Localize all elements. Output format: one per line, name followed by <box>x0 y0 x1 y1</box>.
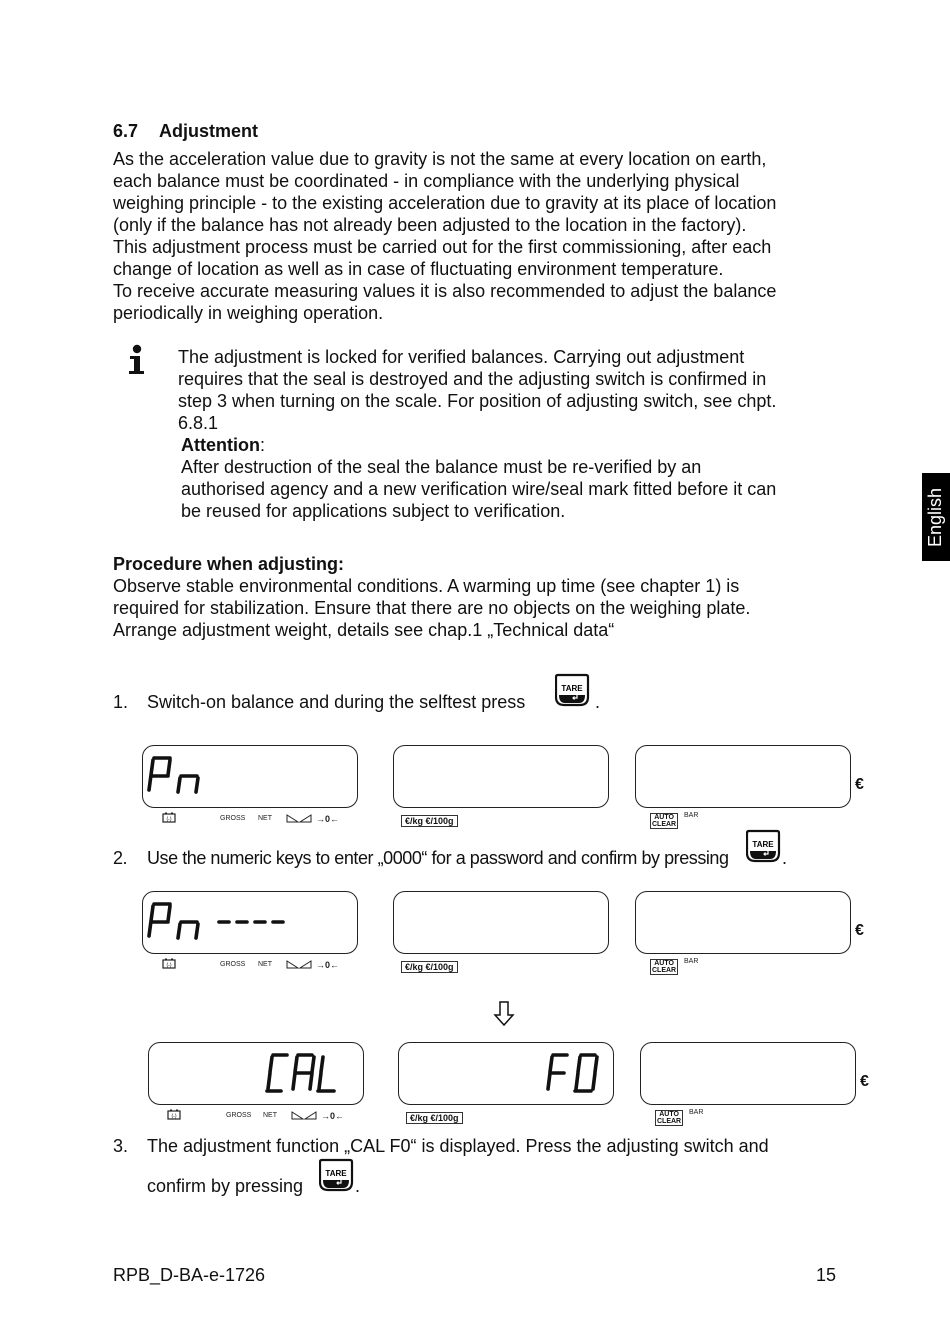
procedure-paragraph <box>113 575 833 641</box>
stability-icon <box>291 1111 317 1122</box>
clear-label: CLEAR <box>657 1118 682 1125</box>
clear-label: CLEAR <box>652 967 677 974</box>
tare-key-icon <box>555 673 591 714</box>
unit-price-label: €/kg €/100g <box>401 961 458 973</box>
step-text-continued: confirm by pressing <box>147 1176 304 1196</box>
footer-page-number: 15 <box>816 1265 837 1285</box>
battery-icon <box>162 812 176 825</box>
segment-digits-f0 <box>399 1043 613 1104</box>
bar-indicator: BAR <box>684 812 699 819</box>
svg-text:(-): (-) <box>171 1113 177 1120</box>
procedure-heading: Procedure when adjusting: <box>113 554 345 574</box>
text-line: each balance must be coordinated - in compliance with the underlying physical <box>113 171 740 191</box>
text-line: Observe stable environmental conditions. A warming up time (see chapter 1) is <box>113 576 740 596</box>
text-line: 6.8.1 <box>178 413 219 433</box>
net-indicator: NET <box>258 815 272 822</box>
text-line: be reused for applications subject to verification. <box>181 501 566 521</box>
net-indicator: NET <box>263 1112 277 1119</box>
text-line: To receive accurate measuring values it is also recommended to adjust the balance <box>113 281 777 301</box>
attention-label: Attention <box>181 435 260 455</box>
step-suffix: . <box>782 848 788 868</box>
language-tab-label: English <box>925 487 946 547</box>
segment-digits-pn-dashes <box>143 892 357 953</box>
tare-key-icon <box>319 1158 355 1199</box>
gross-indicator: GROSS <box>220 815 246 822</box>
svg-text:TARE: TARE <box>325 1169 347 1178</box>
text-line: After destruction of the seal the balance must be re-verified by an <box>181 457 702 477</box>
step-number: 2. <box>113 848 128 868</box>
step-number: 1. <box>113 692 129 712</box>
segment-digits-cal <box>149 1043 363 1104</box>
attention-colon: : <box>259 435 265 455</box>
step-1 <box>113 691 525 713</box>
step-text: Switch-on balance and during the selftest press <box>147 692 526 712</box>
section-number: 6.7 <box>113 121 139 141</box>
total-display <box>635 891 851 954</box>
gross-indicator: GROSS <box>220 961 246 968</box>
zero-indicator: →0← <box>316 960 340 970</box>
weight-display <box>142 745 358 808</box>
svg-text:TARE: TARE <box>561 684 583 693</box>
unit-price-label: €/kg €/100g <box>406 1112 463 1124</box>
auto-clear-indicator <box>655 1110 683 1126</box>
attention-paragraph <box>181 456 831 522</box>
svg-text:(-): (-) <box>166 962 172 969</box>
weight-display <box>148 1042 364 1105</box>
zero-indicator: →0← <box>316 814 340 824</box>
language-tab <box>922 473 950 561</box>
step-suffix: . <box>355 1176 361 1196</box>
weight-display <box>142 891 358 954</box>
price-display <box>393 891 609 954</box>
attention-heading <box>181 434 265 456</box>
text-line: weighing principle - to the existing acceleration due to gravity at its place of location <box>113 193 777 213</box>
clear-label: CLEAR <box>652 821 677 828</box>
step-text: The adjustment function „CAL F0“ is displayed. Press the adjusting switch and <box>147 1136 769 1156</box>
step-number: 3. <box>113 1136 129 1156</box>
step-2 <box>113 847 729 869</box>
stability-icon <box>286 814 312 825</box>
step-3 <box>113 1135 769 1157</box>
auto-label: AUTO <box>659 1111 679 1118</box>
bar-indicator: BAR <box>684 958 699 965</box>
section-title: Adjustment <box>159 121 258 141</box>
stability-icon <box>286 960 312 971</box>
text-line: As the acceleration value due to gravity is not the same at every location on earth, <box>113 149 767 169</box>
text-line: (only if the balance has not already been adjusted to the location in the factory). <box>113 215 747 235</box>
total-display <box>635 745 851 808</box>
tare-key-icon <box>746 829 782 870</box>
battery-icon <box>162 958 176 971</box>
auto-clear-indicator <box>650 959 678 975</box>
total-display <box>640 1042 856 1105</box>
text-line: The adjustment is locked for verified balances. Carrying out adjustment <box>178 347 745 367</box>
svg-text:(-): (-) <box>166 816 172 823</box>
footer-doc-id: RPB_D-BA-e-1726 <box>113 1265 266 1285</box>
auto-label: AUTO <box>654 960 674 967</box>
net-indicator: NET <box>258 961 272 968</box>
step-suffix: . <box>595 692 601 712</box>
text-line: periodically in weighing operation. <box>113 303 384 323</box>
segment-digits-pn <box>143 746 357 807</box>
down-arrow-icon <box>493 1001 515 1032</box>
svg-text:TARE: TARE <box>752 840 774 849</box>
intro-paragraph <box>113 148 833 324</box>
auto-clear-indicator <box>650 813 678 829</box>
unit-price-label: €/kg €/100g <box>401 815 458 827</box>
zero-indicator: →0← <box>321 1111 345 1121</box>
text-line: change of location as well as in case of fluctuating environment temperature. <box>113 259 724 279</box>
note-paragraph <box>178 346 828 434</box>
text-line: Arrange adjustment weight, details see chap.1 „Technical data“ <box>113 620 615 640</box>
currency-symbol: € <box>855 776 864 793</box>
currency-symbol: € <box>860 1073 869 1090</box>
text-line: step 3 when turning on the scale. For position of adjusting switch, see chpt. <box>178 391 777 411</box>
text-line: authorised agency and a new verification wire/seal mark fitted before it can <box>181 479 777 499</box>
gross-indicator: GROSS <box>226 1112 252 1119</box>
text-line: This adjustment process must be carried out for the first commissioning, after each <box>113 237 772 257</box>
text-line: required for stabilization. Ensure that there are no objects on the weighing plate. <box>113 598 751 618</box>
auto-label: AUTO <box>654 814 674 821</box>
step-text: Use the numeric keys to enter „0000“ for a password and confirm by pressing <box>147 848 729 868</box>
price-display <box>398 1042 614 1105</box>
price-display <box>393 745 609 808</box>
battery-icon <box>167 1109 181 1122</box>
currency-symbol: € <box>855 922 864 939</box>
section-heading <box>113 121 258 142</box>
info-icon <box>126 344 148 376</box>
text-line: requires that the seal is destroyed and the adjusting switch is confirmed in <box>178 369 767 389</box>
bar-indicator: BAR <box>689 1109 704 1116</box>
